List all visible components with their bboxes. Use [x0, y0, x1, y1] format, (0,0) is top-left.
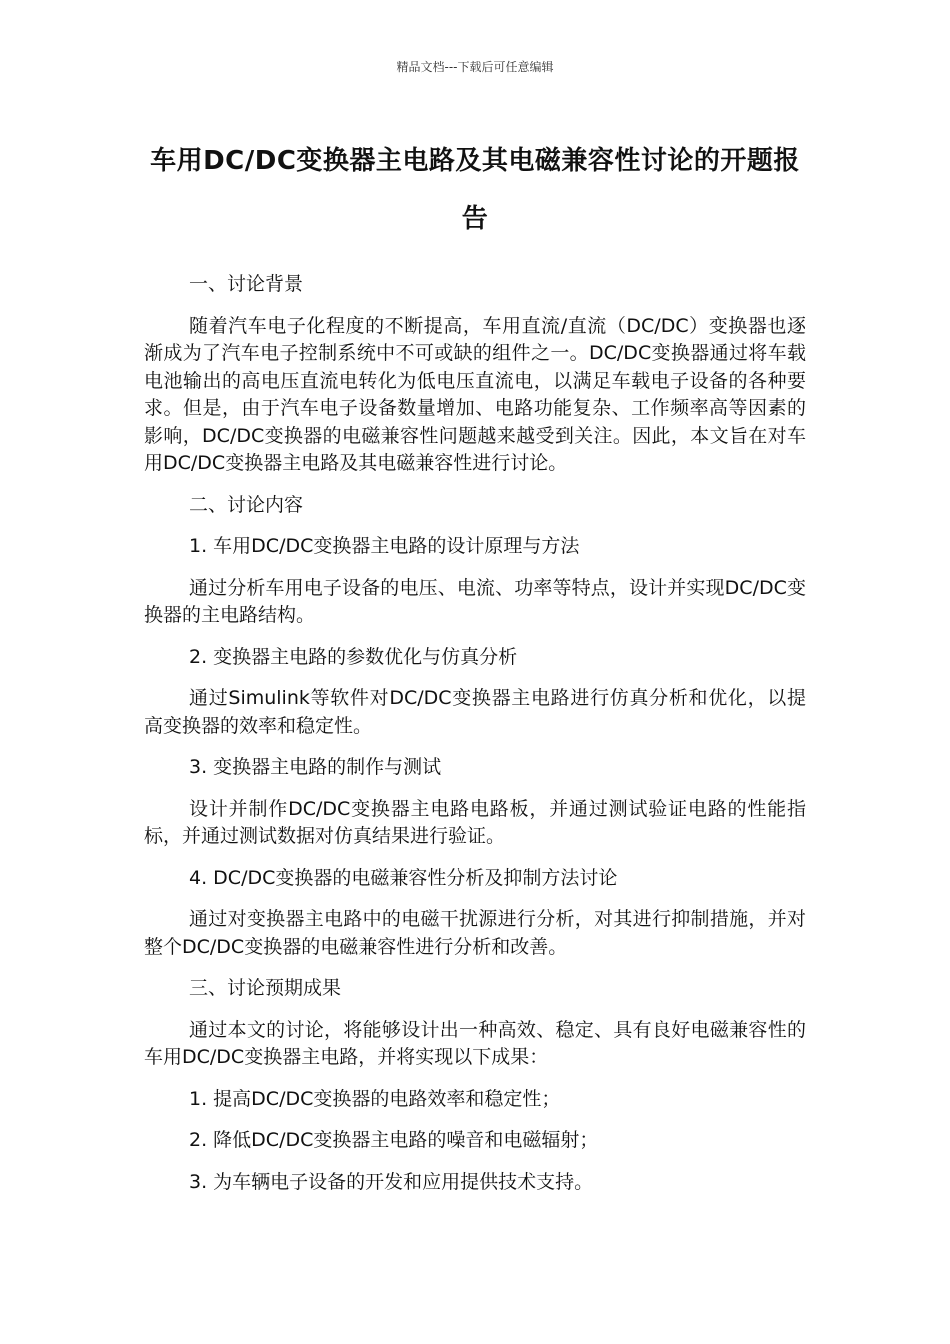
section-heading-background: 一、讨论背景: [189, 273, 304, 295]
outcome-item-1: 1. 提高DC/DC变换器的电路效率和稳定性；: [189, 1087, 561, 1110]
paragraph-background: 随着汽车电子化程度的不断提高，车用直流/直流（DC/DC）变换器也逐渐成为了汽车电子控制系统中不可或缺的组件之一。DC/DC变换器通过将车载电池输出的高电压直流电转化为低电压直流电，以满足车载电子设备的各种要求。但是，由于汽车电子设备数量增加、电路功能复杂、工作频率高等因素的影响，DC/DC变换器的电磁兼容性问题越来越受到关注。因此，本文旨在对车用DC/DC变换器主电路及其电磁兼容性进行讨论。: [144, 314, 806, 474]
content-item-3: 3. 变换器主电路的制作与测试: [189, 756, 442, 778]
document-body: [144, 271, 806, 1196]
content-item-3-desc: 设计并制作DC/DC变换器主电路电路板，并通过测试验证电路的性能指标，并通过测试数据对仿真结果进行验证。: [144, 797, 806, 847]
paragraph-outcomes: 通过本文的讨论，将能够设计出一种高效、稳定、具有良好电磁兼容性的车用DC/DC变换器主电路，并将实现以下成果：: [144, 1018, 806, 1068]
content-item-4-desc: 通过对变换器主电路中的电磁干扰源进行分析，对其进行抑制措施，并对整个DC/DC变换器的电磁兼容性进行分析和改善。: [144, 908, 806, 958]
content-item-4: 4. DC/DC变换器的电磁兼容性分析及抑制方法讨论: [189, 866, 618, 889]
section-heading-content: 二、讨论内容: [189, 493, 304, 516]
section-heading-outcomes: 三、讨论预期成果: [189, 977, 342, 999]
content-item-1-desc: 通过分析车用电子设备的电压、电流、功率等特点，设计并实现DC/DC变换器的主电路结构。: [144, 576, 806, 626]
page-header-note: 精品文档---下载后可任意编辑: [396, 60, 554, 74]
content-item-1: 1. 车用DC/DC变换器主电路的设计原理与方法: [189, 535, 580, 557]
content-item-2: 2. 变换器主电路的参数优化与仿真分析: [189, 645, 518, 668]
outcome-item-3: 3. 为车辆电子设备的开发和应用提供技术支持。: [189, 1170, 594, 1193]
outcome-item-2: 2. 降低DC/DC变换器主电路的噪音和电磁辐射；: [189, 1129, 599, 1151]
document-title: 车用DC/DC变换器主电路及其电磁兼容性讨论的开题报告: [150, 146, 800, 234]
content-item-2-desc: 通过Simulink等软件对DC/DC变换器主电路进行仿真分析和优化，以提高变换器的效率和稳定性。: [144, 687, 806, 737]
